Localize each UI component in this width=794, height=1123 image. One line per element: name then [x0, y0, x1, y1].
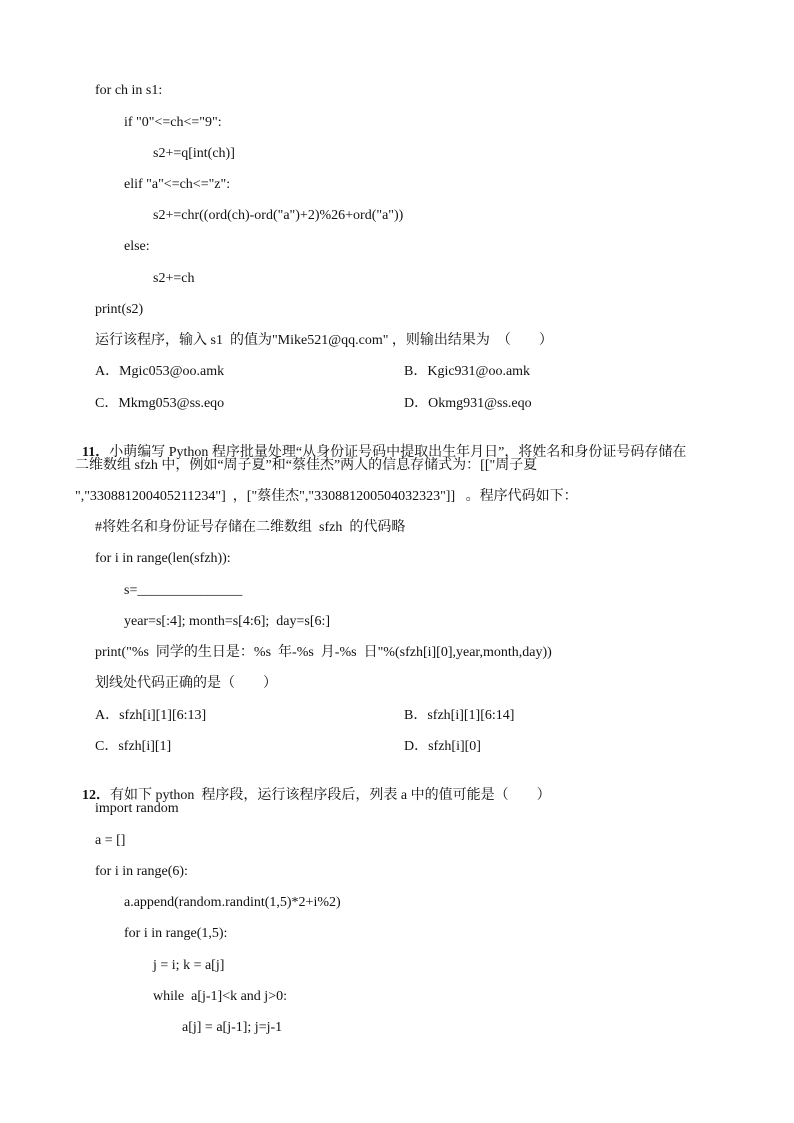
- question-text: ","330881200405211234"] ，["蔡佳杰","330881200504032323"]] 。程序代码如下：: [75, 489, 578, 504]
- code-line: while a[j-1]<k and j>0:: [153, 989, 287, 1004]
- code-line: s2+=q[int(ch)]: [153, 146, 235, 161]
- code-line: #将姓名和身份证号存储在二维数组 sfzh 的代码略: [95, 520, 406, 535]
- code-line: for ch in s1:: [95, 83, 163, 98]
- question-number: 11．: [82, 445, 110, 460]
- code-line: if "0"<=ch<="9":: [124, 115, 222, 130]
- option-c: C．sfzh[i][1]: [95, 739, 172, 754]
- option-b: B．Kgic931@oo.amk: [404, 364, 531, 379]
- code-line: j = i; k = a[j]: [153, 958, 225, 973]
- code-line: year=s[:4]; month=s[4:6]; day=s[6:]: [124, 614, 331, 629]
- code-line: s2+=chr((ord(ch)-ord("a")+2)%26+ord("a")): [153, 208, 404, 223]
- code-line: s=_______________: [124, 583, 243, 598]
- code-line: a.append(random.randint(1,5)*2+i%2): [124, 895, 341, 910]
- question-text: 有如下 python 程序段，运行该程序段后，列表 a 中的值可能是（ ）: [110, 788, 551, 803]
- option-a: A．sfzh[i][1][6:13]: [95, 708, 207, 723]
- code-line: import random: [95, 801, 179, 816]
- code-line: print(s2): [95, 302, 144, 317]
- code-line: else:: [124, 239, 150, 254]
- option-b: B．sfzh[i][1][6:14]: [404, 708, 515, 723]
- code-line: a[j] = a[j-1]; j=j-1: [182, 1020, 283, 1035]
- code-line: print("%s 同学的生日是：%s 年-%s 月-%s 日"%(sfzh[i][0],year,month,day)): [95, 645, 552, 660]
- question-text: 运行该程序，输入 s1 的值为"Mike521@qq.com" ，则输出结果为 （ ）: [95, 333, 553, 348]
- question-text: 二维数组 sfzh 中，例如“周子夏”和“蔡佳杰”两人的信息存储式为：[["周子夏: [75, 458, 538, 473]
- code-line: s2+=ch: [153, 271, 195, 286]
- question-number: 12．: [82, 788, 110, 803]
- option-d: D．sfzh[i][0]: [404, 739, 481, 754]
- option-c: C．Mkmg053@ss.eqo: [95, 396, 225, 411]
- code-line: for i in range(6):: [95, 864, 188, 879]
- code-line: for i in range(1,5):: [124, 926, 228, 941]
- question-text: 划线处代码正确的是（ ）: [95, 676, 277, 691]
- code-line: a = []: [95, 833, 126, 848]
- option-d: D．Okmg931@ss.eqo: [404, 396, 532, 411]
- question-text: 小萌编写 Python 程序批量处理“从身份证号码中提取出生年月日”，将姓名和身份证号码存储在: [109, 445, 687, 460]
- code-line: elif "a"<=ch<="z":: [124, 177, 231, 192]
- code-line: for i in range(len(sfzh)):: [95, 551, 231, 566]
- option-a: A．Mgic053@oo.amk: [95, 364, 225, 379]
